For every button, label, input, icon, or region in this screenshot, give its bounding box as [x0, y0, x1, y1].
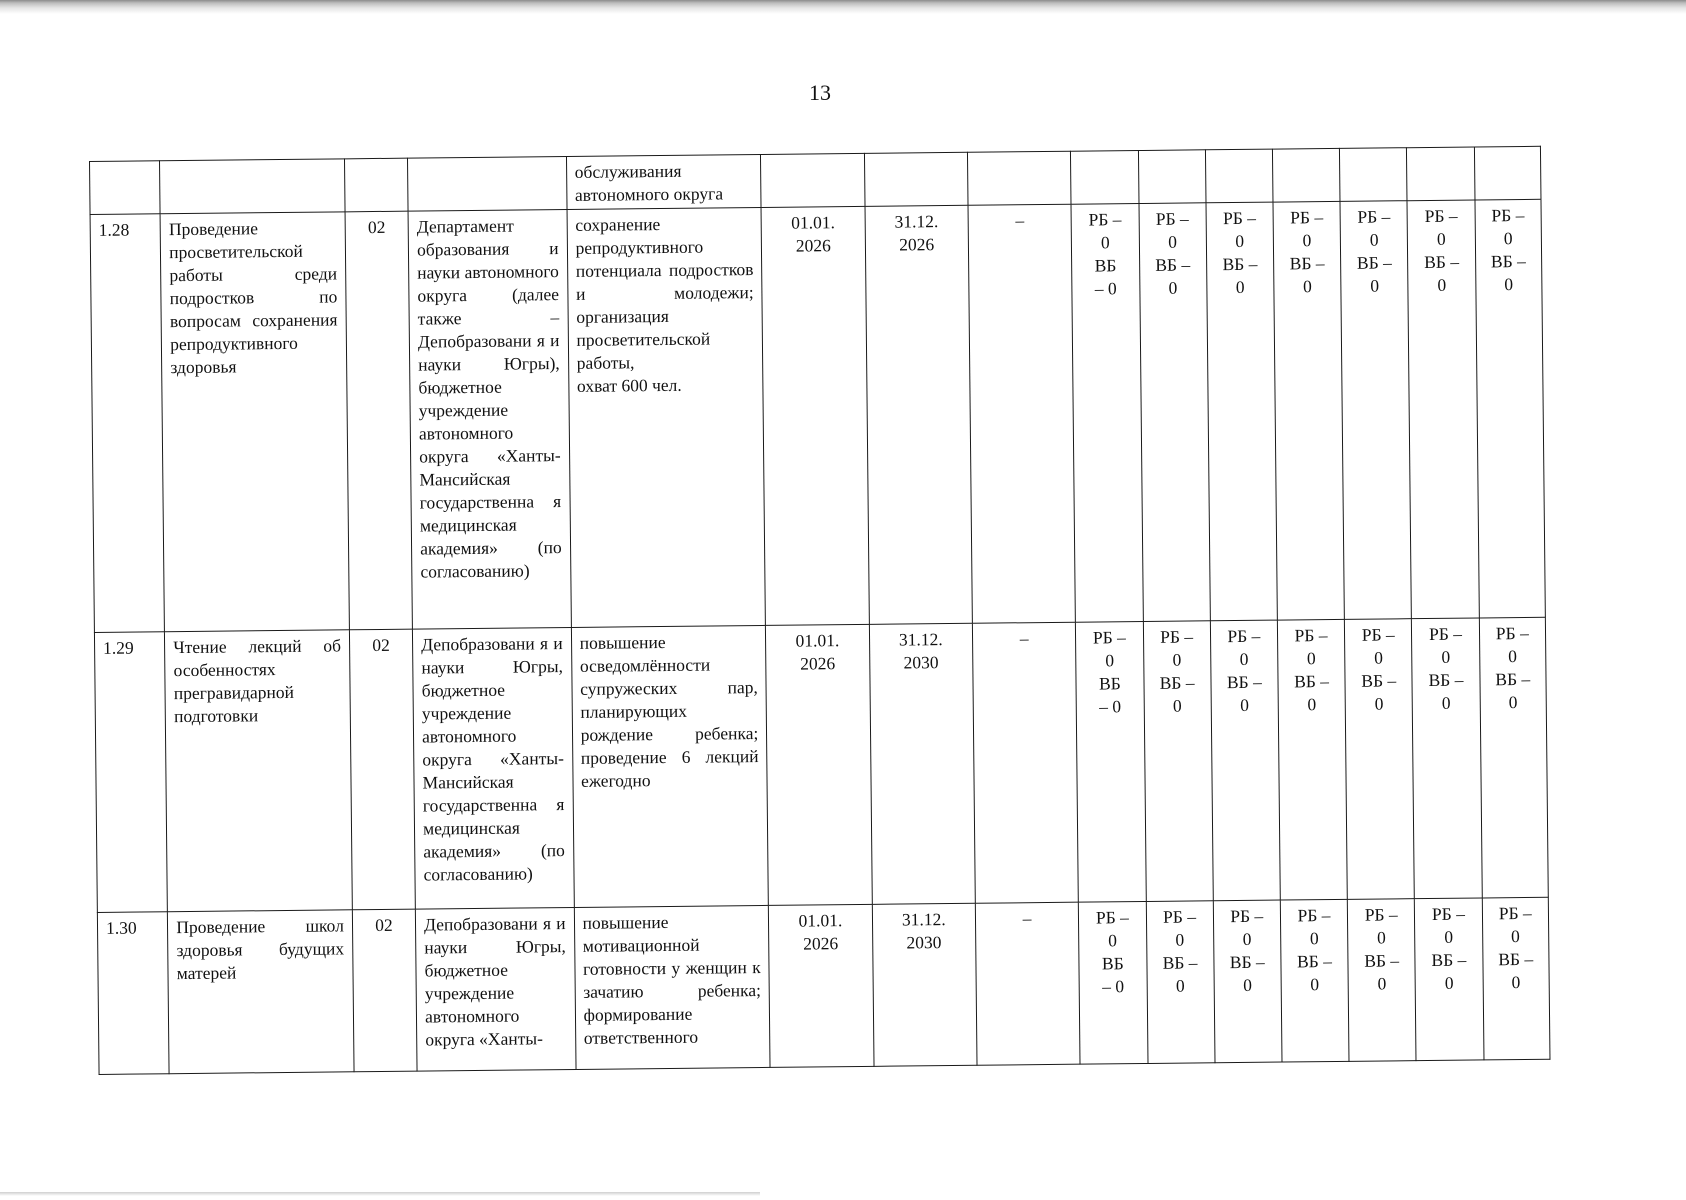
cell-code [344, 158, 408, 212]
cell-end-date: 31.12. 2030 [869, 623, 975, 904]
cell-funding: РБ – 0 ВБ – 0 [1280, 899, 1349, 1062]
scan-edge-top [0, 0, 1686, 14]
cell-funding [1407, 147, 1475, 201]
cell-funding [1272, 148, 1340, 202]
cell-executor: Департамент образования и науки автономного округа (далее также – Депобразовани я и науки Югры), бюджетное учреждение автономного округа «Ханты-Мансийская государственна я медицинская академия» (по согласованию) [408, 210, 571, 630]
cell-funding: РБ – 0 ВБ – 0 [1340, 201, 1412, 620]
cell-num: 1.30 [97, 912, 169, 1075]
cell-num [90, 161, 161, 215]
dash-mark: – [1015, 210, 1025, 231]
cell-result: сохранение репродуктивного потенциала подростков и молодежи; организация просветительской работы, охват 600 чел. [567, 207, 766, 627]
cell-funding: РБ – 0 ВБ – 0 [1210, 620, 1280, 901]
cell-num: 1.29 [94, 632, 167, 913]
table-row [97, 897, 1550, 1074]
cell-result: повышение мотивационной готовности у женщин к зачатию ребенка; формирование ответственного [574, 905, 770, 1069]
cell-dash [968, 204, 1076, 623]
cell-funding: РБ – 0 ВБ – 0 [1206, 202, 1278, 621]
cell-name: Проведение школ здоровья будущих матерей [168, 910, 354, 1074]
cell-funding: РБ – 0 ВБ – 0 [1412, 618, 1482, 899]
cell-funding: РБ – 0 ВБ – 0 [1475, 199, 1546, 618]
cell-dash [975, 902, 1080, 1065]
cell-end-date: 31.12. 2030 [872, 903, 977, 1066]
cell-funding: РБ – 0 ВБ – 0 [1345, 619, 1415, 900]
cell-funding: РБ – 0 ВБ – 0 [1482, 897, 1550, 1060]
dash-mark: – [1019, 628, 1029, 649]
cell-funding: РБ – 0 ВБ – 0 [1139, 203, 1211, 622]
cell-code: 02 [349, 629, 415, 910]
cell-funding: РБ – 0 ВБ – 0 [1347, 899, 1416, 1062]
cell-executor: Депобразовани я и науки Югры, бюджетное учреждение автономного округа «Ханты- [415, 907, 575, 1071]
table-row [94, 617, 1548, 912]
cell-result: повышение осведомлённости супружеских пар, планирующих рождение ребенка; проведение 6 лекций ежегодно [571, 625, 769, 907]
cell-executor [408, 157, 567, 212]
measures-table [89, 146, 1550, 1075]
cell-funding: РБ – 0 ВБ – 0 [1407, 200, 1479, 619]
cell-num: 1.28 [90, 214, 165, 633]
cell-funding: РБ – 0 ВБ – 0 [1479, 617, 1548, 898]
cell-funding: РБ – 0 ВБ – 0 [1143, 621, 1213, 902]
scan-edge-bottom [0, 1192, 760, 1196]
cell-name: Чтение лекций об особенностях прегравидарной подготовки [165, 630, 353, 912]
cell-funding: РБ – 0 ВБ – 0 [1076, 621, 1146, 902]
cell-start-date: 01.01. 2026 [769, 904, 874, 1067]
cell-funding: РБ – 0 ВБ – 0 [1415, 898, 1484, 1061]
cell-dash [967, 151, 1071, 205]
cell-funding [1205, 149, 1273, 203]
cell-funding: РБ – 0 ВБ – 0 [1146, 901, 1215, 1064]
cell-funding [1340, 148, 1408, 202]
cell-start-date: 01.01. 2026 [766, 624, 872, 905]
cell-end [864, 152, 968, 206]
cell-funding: РБ – 0 ВБ – 0 [1071, 204, 1143, 623]
page-number: 13 [809, 80, 831, 105]
cell-end-date: 31.12. 2026 [865, 205, 973, 624]
cell-dash [972, 622, 1078, 903]
cell-name: Проведение просветительской работы среди подростков по вопросам сохранения репродуктивного здоровья [160, 212, 349, 632]
cell-funding [1071, 151, 1139, 205]
cell-start-date: 01.01. 2026 [761, 206, 869, 625]
cell-funding: РБ – 0 ВБ – 0 [1079, 901, 1148, 1064]
cell-code: 02 [352, 909, 417, 1072]
cell-name [160, 159, 345, 214]
cell-funding: РБ – 0 ВБ – 0 [1277, 619, 1347, 900]
cell-funding [1474, 146, 1541, 200]
cell-funding: РБ – 0 ВБ – 0 [1273, 201, 1345, 620]
cell-funding [1138, 150, 1206, 204]
cell-result: обслуживания автономного округа [566, 154, 761, 209]
cell-start [761, 153, 865, 207]
dash-mark: – [1022, 908, 1032, 929]
cell-executor: Депобразовани я и науки Югры, бюджетное учреждение автономного округа «Ханты-Мансийская государственна я медицинская академия» (по согласованию) [412, 627, 573, 909]
cell-funding: РБ – 0 ВБ – 0 [1213, 900, 1282, 1063]
cell-code: 02 [345, 211, 413, 630]
table-row [90, 199, 1545, 632]
